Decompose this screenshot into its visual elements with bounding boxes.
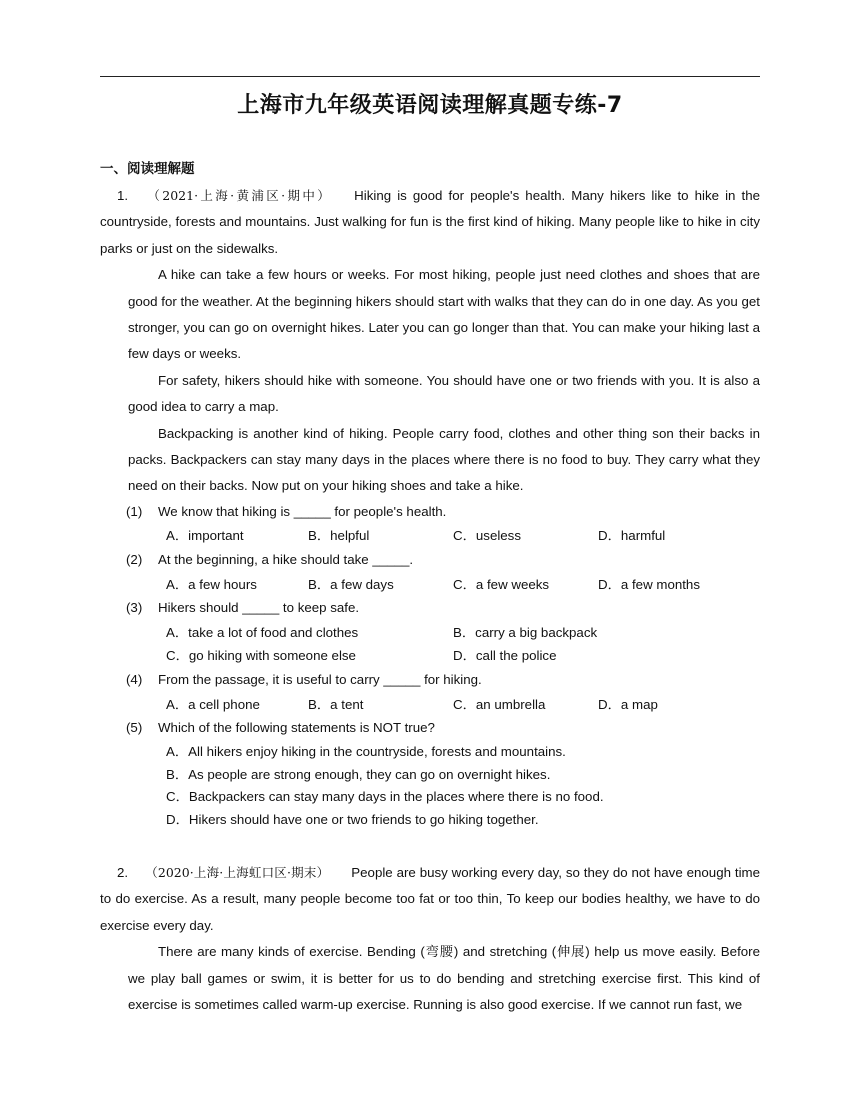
- option-d: D．call the police: [453, 648, 557, 664]
- sub-number: (2): [126, 552, 143, 568]
- q1-sub-4-options: [100, 693, 760, 717]
- sub-text: We know that hiking is _____ for people's health.: [158, 503, 447, 519]
- q1-text: Hiking is good for people's health. Many hikers like to hike in the countryside, forests and mountains. Just walking for fun is the first kind of hiking. Many people like to hike in city parks or just on the sidewalks.: [100, 188, 760, 256]
- sub-number: (3): [126, 600, 143, 616]
- q1-sub-2: [100, 548, 760, 573]
- option-c: C．an umbrella: [453, 696, 546, 712]
- option-b: B．a few days: [308, 576, 394, 592]
- option-d: D．Hikers should have one or two friends to go hiking together.: [166, 812, 539, 828]
- sub-text: Which of the following statements is NOT true?: [158, 720, 435, 736]
- q1-number: 1.: [117, 188, 129, 203]
- q1-paragraph-4: Backpacking is another kind of hiking. People carry food, clothes and other thing son their backs in packs. Backpackers can stay many days in the places where there is no food to buy. They carry what they need on their backs. Now put on your hiking shoes and take a hike.: [128, 425, 760, 494]
- option-a: A．important: [166, 528, 244, 544]
- option-a: A．All hikers enjoy hiking in the countryside, forests and mountains.: [166, 743, 566, 759]
- option-d: D．a map: [598, 696, 658, 712]
- option-b: B．carry a big backpack: [453, 624, 598, 640]
- sub-text: Hikers should _____ to keep safe.: [158, 600, 360, 616]
- q1-sub-2-options: [100, 573, 760, 597]
- sub-number: (5): [126, 720, 143, 736]
- q1-paragraph-3: For safety, hikers should hike with someone. You should have one or two friends with you. It is also a good idea to carry a map.: [128, 372, 760, 415]
- option-c: C．go hiking with someone else: [166, 648, 356, 664]
- page-title: 上海市九年级英语阅读理解真题专练-7: [237, 93, 623, 118]
- header-rule: [100, 76, 760, 77]
- option-b: B．As people are strong enough, they can go on overnight hikes.: [166, 766, 551, 782]
- q2-source: （2020·上海·上海虹口区·期末）: [145, 865, 330, 880]
- question-1: [100, 183, 760, 832]
- q1-sub-3-options-row2: [100, 644, 760, 668]
- q2-number: 2.: [117, 865, 129, 880]
- option-b: B．helpful: [308, 528, 370, 544]
- option-d: D．a few months: [598, 576, 700, 592]
- option-c: C．Backpackers can stay many days in the places where there is no food.: [166, 789, 604, 805]
- option-d: D．harmful: [598, 528, 666, 544]
- option-a: A．a cell phone: [166, 696, 260, 712]
- sub-number: (4): [126, 672, 143, 688]
- q2-text: People are busy working every day, so they do not have enough time to do exercise. As a result, many people become too fat or too thin, To keep our bodies healthy, we have to do exercise every day.: [100, 865, 761, 933]
- option-c: C．useless: [453, 528, 521, 544]
- q1-sub-3: [100, 596, 760, 621]
- q2-paragraph-2: There are many kinds of exercise. Bending (弯腰) and stretching (伸展) help us move easily. Before we play ball games or swim, it is better for us to do bending and stretching exercise first. This kind of exercise is sometimes called warm-up exercise. Running is also good exercise. If we cannot run fast, we: [128, 944, 760, 1013]
- sub-text: At the beginning, a hike should take _____.: [158, 552, 414, 568]
- question-2: [100, 860, 760, 1018]
- sub-number: (1): [126, 503, 143, 519]
- option-c: C．a few weeks: [453, 576, 550, 592]
- q1-sub-5: [100, 716, 760, 741]
- option-a: A．take a lot of food and clothes: [166, 624, 359, 640]
- sub-text: From the passage, it is useful to carry _____ for hiking.: [158, 672, 482, 688]
- q1-sub-4: [100, 668, 760, 693]
- q1-paragraph-2: A hike can take a few hours or weeks. For most hiking, people just need clothes and shoes that are good for the weather. At the beginning hikers should start with walks that they can do in one day. As you get stronger, you can go on overnight hikes. Later you can go longer than that. You can make your hiking last a few days or weeks.: [128, 267, 760, 362]
- option-a: A．a few hours: [166, 576, 257, 592]
- section-heading: 一、阅读理解题: [100, 161, 195, 177]
- q1-source: （2021·上海·黄浦区·期中）: [145, 188, 333, 203]
- q1-sub-3-options-row1: [100, 621, 760, 645]
- q2-paragraph-1: [100, 860, 760, 939]
- q1-paragraph-1: [100, 183, 760, 262]
- q1-sub-1-options: [100, 524, 760, 548]
- q1-sub-1: [100, 500, 760, 525]
- option-b: B．a tent: [308, 696, 364, 712]
